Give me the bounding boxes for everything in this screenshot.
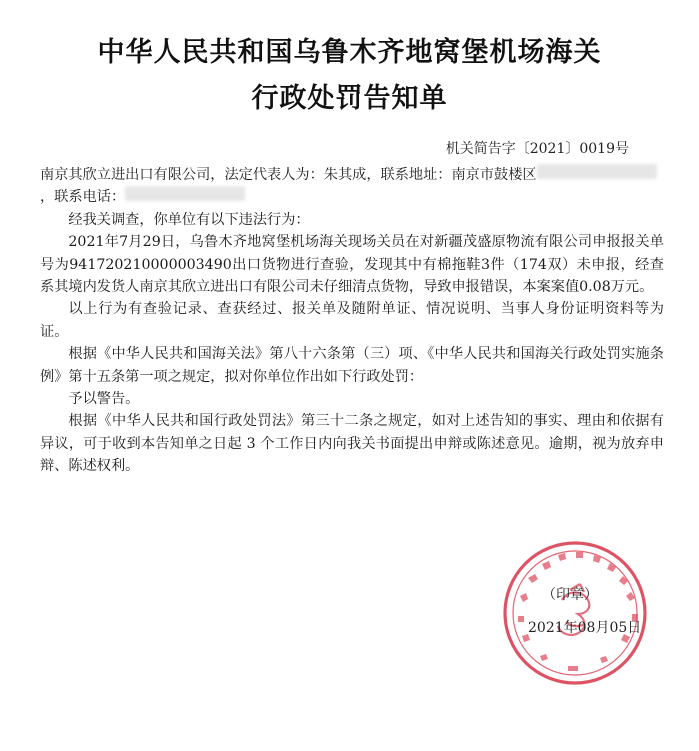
document-title-line1: 中华人民共和国乌鲁木齐地窝堡机场海关 (97, 37, 602, 68)
recipient-text-end: ，联系电话： (40, 189, 126, 206)
paragraph-legal-basis: 根据《中华人民共和国海关法》第八十六条第（三）项、《中华人民共和国海关行政处罚实施条例》第十五条第一项之规定，拟对你单位作出如下行政处罚： (40, 346, 664, 385)
document-title-line2: 行政处罚告知单 (251, 83, 448, 114)
recipient-paragraph (40, 164, 664, 209)
document-body (40, 164, 664, 478)
paragraph-facts: 2021年7月29日，乌鲁木齐地窝堡机场海关现场关员在对新疆茂盛原物流有限公司申报报关单号为941720210000003490出口货物进行查验，发现其中有棉拖鞋3件（174双）未申报，经查系其境内发货人南京其欣立进出口有限公司未仔细清点货物，导致申报错误，本案案值0.08万元。 (40, 234, 664, 296)
paragraph-investigation: 经我关调查，你单位有以下违法行为： (68, 211, 310, 228)
redacted-address (537, 164, 657, 179)
document-number: 机关简告字〔2021〕0019号 (445, 141, 629, 157)
seal-label: （印章） (542, 587, 598, 603)
paragraph-evidence: 以上行为有查验记录、查获经过、报关单及随附单证、情况说明、当事人身份证明资料等为证。 (40, 301, 664, 340)
recipient-text-start: 南京其欣立进出口有限公司，法定代表人为：朱其成，联系地址：南京市鼓楼区 (40, 167, 537, 183)
redacted-phone (125, 186, 245, 201)
paragraph-appeal-rights: 根据《中华人民共和国行政处罚法》第三十二条之规定，如对上述告知的事实、理由和依据有异议，可于收到本告知单之日起 3 个工作日内向我关书面提出申辩或陈述意见。逾期，视为放弃申辩、陈述权利。 (40, 413, 664, 475)
issue-date: 2021年08月05日 (528, 620, 642, 636)
paragraph-penalty: 予以警告。 (68, 391, 140, 408)
official-seal-stamp (500, 538, 650, 688)
